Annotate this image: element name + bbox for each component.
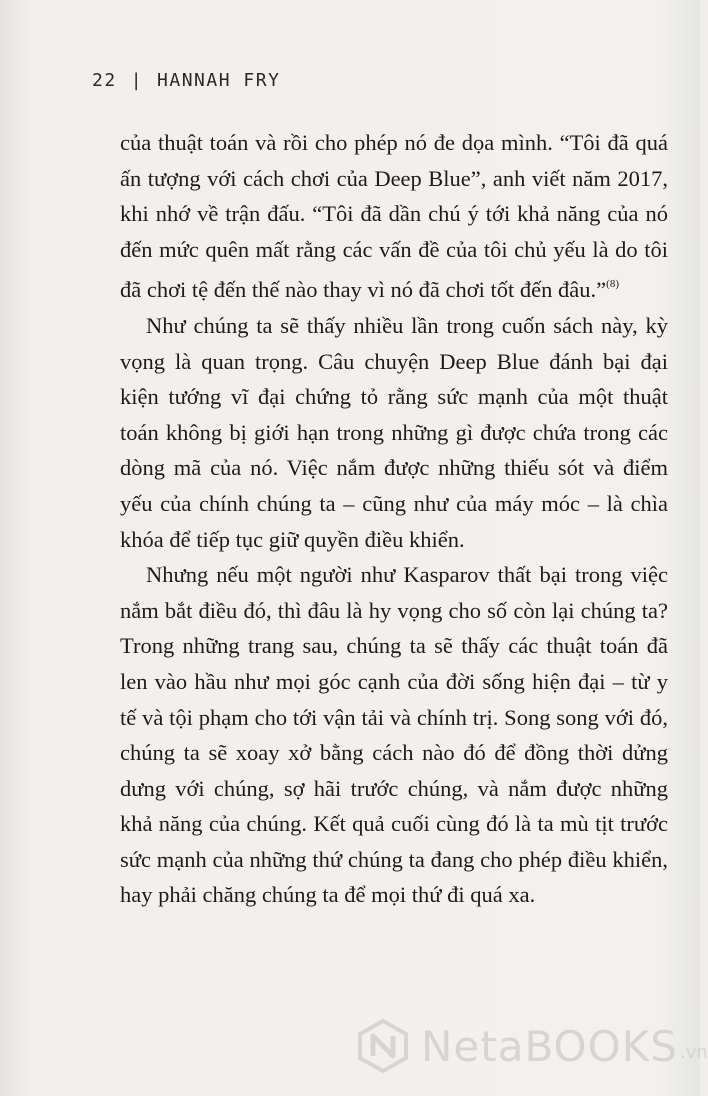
paragraph-3: Nhưng nếu một người như Kasparov thất bại trong việc nắm bắt điều đó, thì đâu là hy vọng cho số còn lại chúng ta? Trong những trang sau, chúng ta sẽ thấy các thuật toán đã len vào hầu như mọi góc cạnh của đời sống hiện đại – từ y tế và tội phạm cho tới vận tải và chính trị. Song song với đó, chúng ta sẽ xoay xở bằng cách nào đó để đồng thời dửng dưng với chúng, sợ hãi trước chúng, và nắm được những khả năng của chúng. Kết quả cuối cùng đó là ta mù tịt trước sức mạnh của những thứ chúng ta đang cho phép điều khiển, hay phải chăng chúng ta để mọi thứ đi quá xa. (120, 562, 668, 908)
footnote-marker: (8) (606, 278, 619, 291)
header-separator: | (130, 70, 144, 91)
running-header (92, 70, 280, 91)
author-name: HANNAH FRY (157, 70, 281, 91)
paragraph-2: Như chúng ta sẽ thấy nhiều lần trong cuốn sách này, kỳ vọng là quan trọng. Câu chuyện Deep Blue đánh bại đại kiện tướng vĩ đại chứng tỏ rằng sức mạnh của một thuật toán không bị giới hạn trong những gì được chứa trong các dòng mã của nó. Việc nắm được những thiếu sót và điểm yếu của chính chúng ta – cũng như của máy móc – là chìa khóa để tiếp tục giữ quyền điều khiển. (120, 312, 668, 552)
body-text (120, 125, 668, 913)
page-number: 22 (92, 70, 117, 91)
watermark-tld: .vn (679, 1041, 708, 1063)
watermark (355, 1018, 708, 1074)
paragraph-1-text: của thuật toán và rồi cho phép nó đe dọa mình. “Tôi đã quá ấn tượng với cách chơi của Deep Blue”, anh viết năm 2017, khi nhớ về trận đấu. “Tôi đã dần chú ý tới khả năng của nó đến mức quên mất rằng các vấn đề của tôi chủ yếu là do tôi đã chơi tệ đến thế nào thay vì nó đã chơi tốt đến đâu.” (120, 130, 668, 303)
paragraph-1 (120, 125, 668, 308)
watermark-brand: NetaBOOKS (421, 1021, 678, 1071)
netabooks-logo-icon (355, 1018, 411, 1074)
